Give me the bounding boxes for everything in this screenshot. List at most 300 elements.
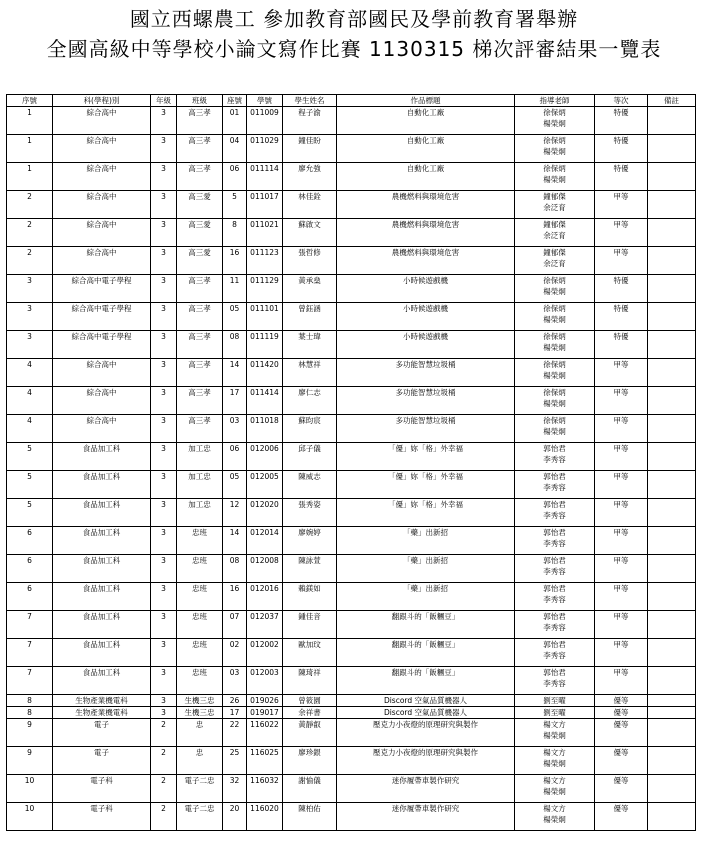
grade-cell: 3 [151, 331, 177, 359]
results-table [6, 94, 696, 831]
rank-cell: 特優 [595, 275, 648, 303]
department-cell: 食品加工科 [53, 639, 151, 667]
department-cell: 綜合高中電子學程 [53, 275, 151, 303]
student-id-cell: 012020 [247, 499, 283, 527]
table-row [7, 191, 696, 219]
rank-cell: 甲等 [595, 247, 648, 275]
remarks-cell [648, 247, 696, 275]
work-title-cell: Discord 空氣品質機器人 [337, 695, 515, 707]
department-cell: 綜合高中 [53, 107, 151, 135]
work-title-cell: 壓克力小夜燈的原理研究與製作 [337, 719, 515, 747]
department-cell: 食品加工科 [53, 471, 151, 499]
teacher-name-1: 楊文方 [543, 720, 566, 729]
rank-cell: 優等 [595, 695, 648, 707]
serial-cell: 10 [7, 775, 53, 803]
table-row [7, 135, 696, 163]
seat-cell: 25 [223, 747, 247, 775]
table-row [7, 303, 696, 331]
work-title-cell: 「藥」出新招 [337, 527, 515, 555]
teacher-name-2: 余泛育 [543, 231, 566, 240]
student-id-cell: 116032 [247, 775, 283, 803]
serial-cell: 1 [7, 135, 53, 163]
department-cell: 生物產業機電科 [53, 695, 151, 707]
seat-cell: 20 [223, 803, 247, 831]
seat-cell: 06 [223, 163, 247, 191]
seat-cell: 04 [223, 135, 247, 163]
seat-cell: 8 [223, 219, 247, 247]
class-cell: 高三孝 [177, 303, 223, 331]
student-id-cell: 011101 [247, 303, 283, 331]
teacher-cell [515, 331, 595, 359]
student-name-cell: 鐘佳盼 [283, 135, 337, 163]
rank-cell: 優等 [595, 747, 648, 775]
student-id-cell: 012037 [247, 611, 283, 639]
teacher-name-2: 楊榮炯 [543, 731, 566, 740]
department-cell: 電子科 [53, 775, 151, 803]
department-cell: 綜合高中 [53, 359, 151, 387]
work-title-cell: Discord 空氣品質機器人 [337, 707, 515, 719]
student-name-cell: 陳詠萱 [283, 555, 337, 583]
student-name-cell: 廖珍銀 [283, 747, 337, 775]
department-cell: 綜合高中 [53, 219, 151, 247]
grade-cell: 3 [151, 695, 177, 707]
rank-cell: 甲等 [595, 443, 648, 471]
teacher-name-1: 郭怡君 [543, 584, 566, 593]
seat-cell: 08 [223, 555, 247, 583]
work-title-cell: 小時候遊戲機 [337, 303, 515, 331]
class-cell: 忠班 [177, 611, 223, 639]
student-id-cell: 011420 [247, 359, 283, 387]
student-name-cell: 蘇昀宸 [283, 415, 337, 443]
remarks-cell [648, 639, 696, 667]
teacher-cell [515, 163, 595, 191]
table-row [7, 583, 696, 611]
department-cell: 食品加工科 [53, 443, 151, 471]
table-row [7, 707, 696, 719]
class-cell: 忠班 [177, 555, 223, 583]
grade-cell: 3 [151, 555, 177, 583]
student-id-cell: 116025 [247, 747, 283, 775]
table-row [7, 387, 696, 415]
class-cell: 高三孝 [177, 387, 223, 415]
remarks-cell [648, 415, 696, 443]
student-name-cell: 賴鎂如 [283, 583, 337, 611]
student-id-cell: 011018 [247, 415, 283, 443]
class-cell: 忠 [177, 747, 223, 775]
teacher-cell [515, 707, 595, 719]
grade-cell: 3 [151, 191, 177, 219]
grade-cell: 3 [151, 527, 177, 555]
class-cell: 高三孝 [177, 163, 223, 191]
work-title-cell: 小時候遊戲機 [337, 331, 515, 359]
table-row [7, 775, 696, 803]
header-department: 科(學程)別 [53, 95, 151, 107]
table-header-row [7, 95, 696, 107]
department-cell: 食品加工科 [53, 667, 151, 695]
rank-cell: 甲等 [595, 387, 648, 415]
class-cell: 忠班 [177, 527, 223, 555]
teacher-name-1: 楊文方 [543, 748, 566, 757]
seat-cell: 17 [223, 387, 247, 415]
student-name-cell: 曾鈺涵 [283, 303, 337, 331]
department-cell: 電子 [53, 719, 151, 747]
table-row [7, 247, 696, 275]
remarks-cell [648, 719, 696, 747]
serial-cell: 7 [7, 639, 53, 667]
work-title-cell: 農機燃料與環境危害 [337, 247, 515, 275]
work-title-cell: 多功能智慧垃圾桶 [337, 387, 515, 415]
rank-cell: 甲等 [595, 499, 648, 527]
student-name-cell: 黃靜叡 [283, 719, 337, 747]
student-name-cell: 謝愉儀 [283, 775, 337, 803]
remarks-cell [648, 387, 696, 415]
teacher-name-2: 楊榮炯 [543, 427, 566, 436]
seat-cell: 16 [223, 583, 247, 611]
seat-cell: 08 [223, 331, 247, 359]
rank-cell: 優等 [595, 719, 648, 747]
table-row [7, 747, 696, 775]
department-cell: 食品加工科 [53, 527, 151, 555]
rank-cell: 甲等 [595, 219, 648, 247]
serial-cell: 2 [7, 219, 53, 247]
teacher-name-1: 徐保炳 [543, 136, 566, 145]
teacher-cell [515, 247, 595, 275]
rank-cell: 特優 [595, 107, 648, 135]
remarks-cell [648, 191, 696, 219]
grade-cell: 3 [151, 219, 177, 247]
serial-cell: 9 [7, 719, 53, 747]
student-id-cell: 012014 [247, 527, 283, 555]
student-name-cell: 廖允強 [283, 163, 337, 191]
seat-cell: 5 [223, 191, 247, 219]
header-seat: 座號 [223, 95, 247, 107]
seat-cell: 26 [223, 695, 247, 707]
teacher-name-1: 郭怡君 [543, 668, 566, 677]
class-cell: 加工忠 [177, 443, 223, 471]
teacher-cell [515, 555, 595, 583]
student-name-cell: 廖婉婷 [283, 527, 337, 555]
grade-cell: 3 [151, 163, 177, 191]
student-name-cell: 葉士瑋 [283, 331, 337, 359]
grade-cell: 3 [151, 247, 177, 275]
table-row [7, 611, 696, 639]
department-cell: 生物產業機電科 [53, 707, 151, 719]
grade-cell: 2 [151, 803, 177, 831]
teacher-name-1: 鐘郁傑 [543, 248, 566, 257]
grade-cell: 3 [151, 275, 177, 303]
rank-cell: 特優 [595, 303, 648, 331]
teacher-name-1: 徐保炳 [543, 416, 566, 425]
table-row [7, 107, 696, 135]
serial-cell: 7 [7, 667, 53, 695]
seat-cell: 05 [223, 303, 247, 331]
header-class: 班級 [177, 95, 223, 107]
remarks-cell [648, 555, 696, 583]
student-name-cell: 陳琦祥 [283, 667, 337, 695]
teacher-cell [515, 191, 595, 219]
teacher-name-1: 郭怡君 [543, 472, 566, 481]
grade-cell: 2 [151, 775, 177, 803]
teacher-name-1: 郭怡君 [543, 556, 566, 565]
teacher-name-1: 徐保炳 [543, 388, 566, 397]
work-title-cell: 「藥」出新招 [337, 555, 515, 583]
table-row [7, 639, 696, 667]
work-title-cell: 小時候遊戲機 [337, 275, 515, 303]
rank-cell: 甲等 [595, 527, 648, 555]
grade-cell: 3 [151, 415, 177, 443]
remarks-cell [648, 499, 696, 527]
class-cell: 生機三忠 [177, 707, 223, 719]
work-title-cell: 迷你履帶車製作研究 [337, 775, 515, 803]
grade-cell: 3 [151, 707, 177, 719]
grade-cell: 3 [151, 499, 177, 527]
table-body [7, 107, 696, 831]
serial-cell: 5 [7, 499, 53, 527]
department-cell: 電子 [53, 747, 151, 775]
serial-cell: 1 [7, 107, 53, 135]
serial-cell: 8 [7, 695, 53, 707]
work-title-cell: 「優」妳「格」外幸福 [337, 443, 515, 471]
rank-cell: 甲等 [595, 415, 648, 443]
student-id-cell: 011021 [247, 219, 283, 247]
remarks-cell [648, 775, 696, 803]
student-name-cell: 黃承燊 [283, 275, 337, 303]
seat-cell: 12 [223, 499, 247, 527]
student-id-cell: 011123 [247, 247, 283, 275]
serial-cell: 7 [7, 611, 53, 639]
seat-cell: 05 [223, 471, 247, 499]
table-row [7, 527, 696, 555]
teacher-cell [515, 303, 595, 331]
teacher-name-2: 李秀容 [543, 623, 566, 632]
work-title-cell: 農機燃料與環境危害 [337, 191, 515, 219]
teacher-name-1: 楊文方 [543, 804, 566, 813]
serial-cell: 1 [7, 163, 53, 191]
teacher-name-2: 李秀容 [543, 511, 566, 520]
remarks-cell [648, 331, 696, 359]
grade-cell: 3 [151, 443, 177, 471]
grade-cell: 3 [151, 303, 177, 331]
department-cell: 綜合高中 [53, 163, 151, 191]
work-title-cell: 自動化工廠 [337, 135, 515, 163]
teacher-cell [515, 527, 595, 555]
teacher-name-2: 李秀容 [543, 595, 566, 604]
teacher-cell [515, 803, 595, 831]
document-title-line1: 國立西螺農工 參加教育部國民及學前教育署舉辦 [129, 7, 579, 31]
department-cell: 食品加工科 [53, 499, 151, 527]
teacher-cell [515, 415, 595, 443]
student-id-cell: 011114 [247, 163, 283, 191]
teacher-name-2: 李秀容 [543, 455, 566, 464]
teacher-name-1: 郭怡君 [543, 500, 566, 509]
class-cell: 高三孝 [177, 275, 223, 303]
teacher-cell [515, 499, 595, 527]
seat-cell: 22 [223, 719, 247, 747]
header-student-name: 學生姓名 [283, 95, 337, 107]
rank-cell: 特優 [595, 135, 648, 163]
table-row [7, 443, 696, 471]
class-cell: 高三孝 [177, 359, 223, 387]
department-cell: 綜合高中 [53, 247, 151, 275]
rank-cell: 特優 [595, 331, 648, 359]
work-title-cell: 多功能智慧垃圾桶 [337, 415, 515, 443]
teacher-cell [515, 719, 595, 747]
teacher-cell [515, 471, 595, 499]
student-id-cell: 012003 [247, 667, 283, 695]
student-name-cell: 張哲修 [283, 247, 337, 275]
teacher-name-2: 楊榮炯 [543, 343, 566, 352]
department-cell: 綜合高中電子學程 [53, 303, 151, 331]
seat-cell: 14 [223, 359, 247, 387]
work-title-cell: 農機燃料與環境危害 [337, 219, 515, 247]
teacher-cell [515, 359, 595, 387]
table-row [7, 719, 696, 747]
teacher-name-2: 楊榮炯 [543, 399, 566, 408]
seat-cell: 32 [223, 775, 247, 803]
remarks-cell [648, 163, 696, 191]
teacher-name-1: 徐保炳 [543, 164, 566, 173]
teacher-name-2: 楊榮炯 [543, 787, 566, 796]
serial-cell: 3 [7, 303, 53, 331]
work-title-cell: 「優」妳「格」外幸福 [337, 499, 515, 527]
rank-cell: 優等 [595, 803, 648, 831]
student-name-cell: 陳柏佑 [283, 803, 337, 831]
teacher-name-1: 徐保炳 [543, 332, 566, 341]
seat-cell: 06 [223, 443, 247, 471]
teacher-name-1: 郭怡君 [543, 444, 566, 453]
seat-cell: 11 [223, 275, 247, 303]
department-cell: 綜合高中 [53, 135, 151, 163]
class-cell: 高三愛 [177, 219, 223, 247]
teacher-cell [515, 747, 595, 775]
teacher-cell [515, 667, 595, 695]
student-name-cell: 廖仁志 [283, 387, 337, 415]
serial-cell: 4 [7, 415, 53, 443]
work-title-cell: 自動化工廠 [337, 163, 515, 191]
teacher-name-1: 鐘郁傑 [543, 220, 566, 229]
teacher-name-1: 郭怡君 [543, 640, 566, 649]
student-id-cell: 012016 [247, 583, 283, 611]
table-row [7, 667, 696, 695]
rank-cell: 甲等 [595, 611, 648, 639]
table-row [7, 359, 696, 387]
grade-cell: 2 [151, 719, 177, 747]
class-cell: 忠班 [177, 639, 223, 667]
work-title-cell: 翻跟斗的「飯糰豆」 [337, 639, 515, 667]
remarks-cell [648, 611, 696, 639]
teacher-cell [515, 695, 595, 707]
class-cell: 電子二忠 [177, 775, 223, 803]
teacher-name-2: 余泛育 [543, 203, 566, 212]
remarks-cell [648, 471, 696, 499]
student-name-cell: 曾筱園 [283, 695, 337, 707]
teacher-name-2: 楊榮炯 [543, 371, 566, 380]
document-title-line2: 全國高級中等學校小論文寫作比賽 1130315 梯次評審結果一覽表 [46, 37, 662, 61]
remarks-cell [648, 667, 696, 695]
table-row [7, 331, 696, 359]
teacher-cell [515, 275, 595, 303]
grade-cell: 3 [151, 667, 177, 695]
teacher-name-1: 劉至曜 [543, 708, 566, 717]
teacher-name-2: 李秀容 [543, 539, 566, 548]
work-title-cell: 「優」妳「格」外幸福 [337, 471, 515, 499]
seat-cell: 07 [223, 611, 247, 639]
teacher-cell [515, 639, 595, 667]
teacher-name-2: 楊榮炯 [543, 119, 566, 128]
remarks-cell [648, 219, 696, 247]
teacher-cell [515, 775, 595, 803]
rank-cell: 優等 [595, 707, 648, 719]
rank-cell: 甲等 [595, 471, 648, 499]
rank-cell: 甲等 [595, 359, 648, 387]
class-cell: 生機三忠 [177, 695, 223, 707]
header-work-title: 作品標題 [337, 95, 515, 107]
serial-cell: 3 [7, 275, 53, 303]
class-cell: 忠班 [177, 667, 223, 695]
class-cell: 忠班 [177, 583, 223, 611]
department-cell: 電子科 [53, 803, 151, 831]
student-name-cell: 歐加玟 [283, 639, 337, 667]
student-name-cell: 余祥書 [283, 707, 337, 719]
teacher-cell [515, 583, 595, 611]
seat-cell: 14 [223, 527, 247, 555]
teacher-name-2: 楊榮炯 [543, 815, 566, 824]
class-cell: 高三愛 [177, 191, 223, 219]
student-name-cell: 邱子儀 [283, 443, 337, 471]
teacher-name-1: 郭怡君 [543, 528, 566, 537]
seat-cell: 02 [223, 639, 247, 667]
student-id-cell: 012002 [247, 639, 283, 667]
serial-cell: 6 [7, 583, 53, 611]
grade-cell: 3 [151, 471, 177, 499]
table-row [7, 499, 696, 527]
department-cell: 綜合高中 [53, 415, 151, 443]
remarks-cell [648, 583, 696, 611]
class-cell: 高三孝 [177, 331, 223, 359]
department-cell: 食品加工科 [53, 611, 151, 639]
student-id-cell: 011414 [247, 387, 283, 415]
student-name-cell: 林慧祥 [283, 359, 337, 387]
grade-cell: 3 [151, 135, 177, 163]
seat-cell: 03 [223, 667, 247, 695]
grade-cell: 2 [151, 747, 177, 775]
table-row [7, 275, 696, 303]
remarks-cell [648, 107, 696, 135]
remarks-cell [648, 275, 696, 303]
header-remarks: 備註 [648, 95, 696, 107]
serial-cell: 4 [7, 387, 53, 415]
grade-cell: 3 [151, 639, 177, 667]
remarks-cell [648, 135, 696, 163]
header-student-id: 學號 [247, 95, 283, 107]
class-cell: 電子二忠 [177, 803, 223, 831]
rank-cell: 優等 [595, 775, 648, 803]
table-row [7, 695, 696, 707]
rank-cell: 甲等 [595, 583, 648, 611]
teacher-name-1: 郭怡君 [543, 612, 566, 621]
work-title-cell: 壓克力小夜燈的原理研究與製作 [337, 747, 515, 775]
teacher-cell [515, 443, 595, 471]
class-cell: 高三愛 [177, 247, 223, 275]
student-id-cell: 012005 [247, 471, 283, 499]
department-cell: 綜合高中電子學程 [53, 331, 151, 359]
seat-cell: 17 [223, 707, 247, 719]
teacher-cell [515, 611, 595, 639]
teacher-name-2: 楊榮炯 [543, 175, 566, 184]
student-name-cell: 程子渝 [283, 107, 337, 135]
table-row [7, 219, 696, 247]
grade-cell: 3 [151, 611, 177, 639]
